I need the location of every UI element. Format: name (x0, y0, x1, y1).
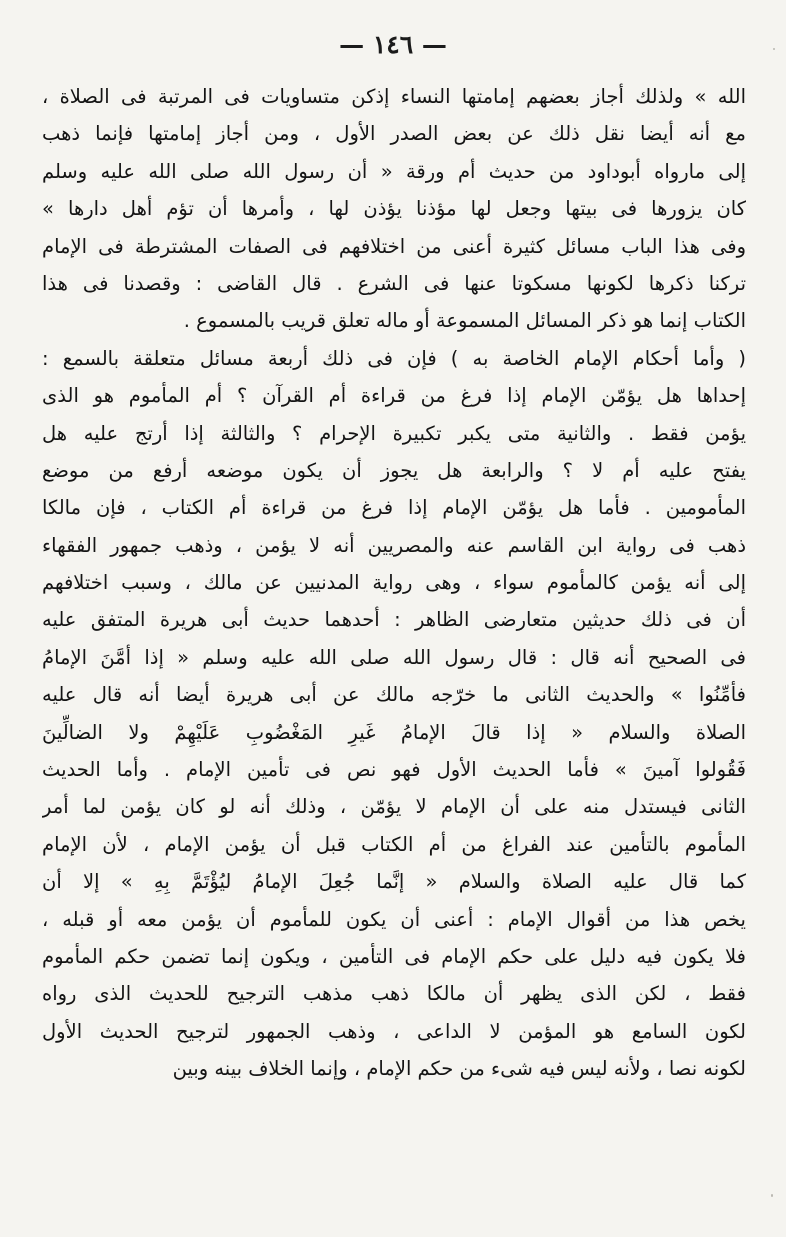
text-line: المأمومين . فأما هل يؤمّن الإمام إذا فرغ من قراءة أم الكتاب ، فإن مالكا (42, 496, 746, 520)
text-line: يخص هذا من أقوال الإمام : أعنى أن يكون للمأموم أن يؤمن معه أو قبله ، (42, 907, 746, 931)
text-line: فى الصحيح أنه قال : قال رسول الله صلى الله عليه وسلم « إذا أمَّنَ الإمامُ (42, 645, 746, 669)
text-line: يؤمن فقط . والثانية متى يكبر تكبيرة الإحرام ؟ والثالثة إذا أرتج عليه هل (42, 421, 746, 445)
scan-speck (771, 1194, 773, 1197)
text-line: تركنا ذكرها لكونها مسكوتا عنها فى الشرع . قال القاضى : وقصدنا فى هذا (42, 271, 746, 295)
text-line: وفى هذا الباب مسائل كثيرة أعنى من اختلافهم فى الصفات المشترطة فى الإمام (42, 234, 746, 258)
text-line: المأموم بالتأمين عند الفراغ من أم الكتاب قبل أن يؤمن الإمام ، لأن الإمام (42, 832, 746, 856)
text-line: ذهب فى رواية ابن القاسم عنه والمصريين أنه لا يؤمن ، وذهب جمهور الفقهاء (42, 533, 746, 557)
text-line: فقط ، لكن الذى يظهر أن مالكا ذهب مذهب الترجيح للحديث الذى رواه (42, 982, 746, 1006)
text-line: الثانى فيستدل منه على أن الإمام لا يؤمّن ، وذلك أنه لو كان يؤمن لما أمر (42, 795, 746, 819)
text-line: ( وأما أحكام الإمام الخاصة به ) فإن فى ذلك أربعة مسائل متعلقة بالسمع : (42, 346, 746, 370)
text-line: فَقُولوا آمينَ » فأما الحديث الأول فهو نص فى تأمين الإمام . وأما الحديث (42, 758, 746, 782)
text-line: كان يزورها فى بيتها وجعل لها مؤذنا يؤذن لها ، وأمرها أن تؤم أهل دارها » (42, 197, 746, 221)
text-line: لكون السامع هو المؤمن لا الداعى ، وذهب الجمهور لترجيح الحديث الأول (42, 1019, 746, 1043)
text-line: لكونه نصا ، ولأنه ليس فيه شىء من حكم الإمام ، وإنما الخلاف بينه وبين (172, 1057, 746, 1081)
text-line: إلى مارواه أبوداود من حديث أم ورقة « أن رسول الله صلى الله عليه وسلم (42, 159, 746, 183)
text-line: كما قال عليه الصلاة والسلام « إنَّما جُعِلَ الإمامُ ليُؤْتَمَّ بِهِ » إلا أن (42, 870, 746, 894)
text-line: فلا يكون فيه دليل على حكم الإمام فى التأمين ، ويكون إنما تضمن حكم المأموم (42, 944, 746, 968)
text-line: مع أنه أيضا نقل ذلك عن بعض الصدر الأول ، ومن أجاز إمامتها فإنما ذهب (42, 122, 746, 146)
page-number: — ١٤٦ — (339, 30, 447, 59)
text-line: فأمِّنُوا » والحديث الثانى ما خرّجه مالك عن أبى هريرة أيضا أنه قال عليه (42, 683, 746, 707)
text-line: الصلاة والسلام « إذا قالَ الإمامُ غَيرِ المَغْضُوبِ عَلَيْهِمْ ولا الضالِّينَ (42, 720, 746, 744)
text-line: الله » ولذلك أجاز بعضهم إمامتها النساء إذكن متساويات فى المرتبة فى الصلاة ، (42, 85, 746, 108)
text-line: الكتاب إنما هو ذكر المسائل المسموعة أو ماله تعلق قريب بالمسموع . (183, 309, 746, 333)
scan-speck (773, 48, 775, 50)
text-line: أن فى ذلك حديثين متعارضى الظاهر : أحدهما حديث أبى هريرة المتفق عليه (42, 608, 746, 632)
text-line: إلى أنه يؤمن كالمأموم سواء ، وهى رواية المدنيين عن مالك ، وسبب اختلافهم (42, 571, 746, 595)
body-text (42, 78, 746, 1088)
text-line: يفتح عليه أم لا ؟ والرابعة هل يجوز أن يكون موضعه أرفع من موضع (42, 458, 746, 482)
text-line: إحداها هل يؤمّن الإمام إذا فرغ من قراءة أم القرآن ؟ أم المأموم هو الذى (42, 384, 746, 408)
